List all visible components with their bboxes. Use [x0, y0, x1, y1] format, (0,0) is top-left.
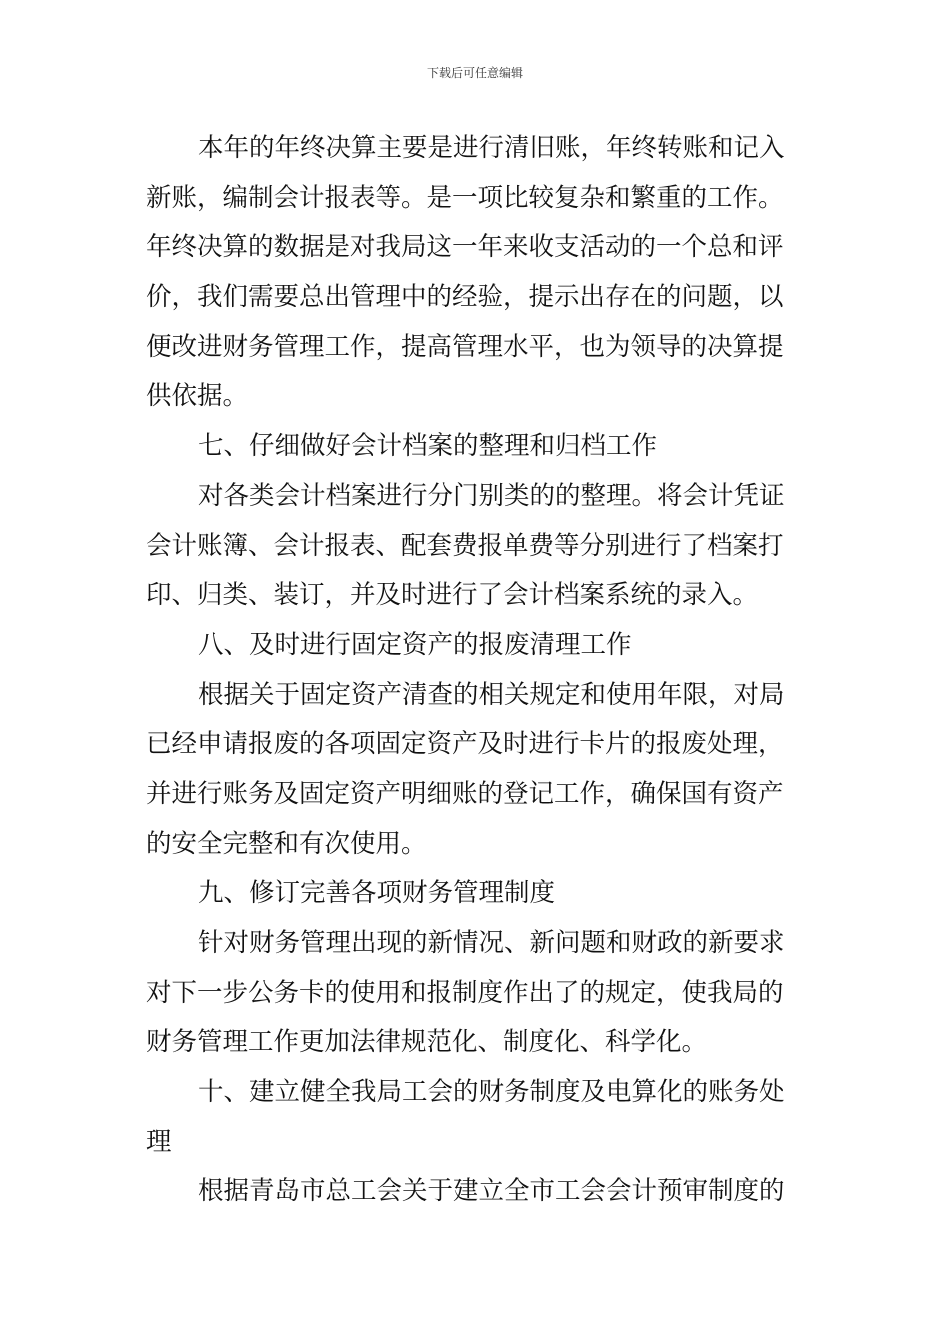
- text-line: 根据关于固定资产清查的相关规定和使用年限，对局: [198, 679, 785, 710]
- text-line: 会计账簿、会计报表、配套费报单费等分别进行了档案打: [146, 530, 784, 561]
- text-line: 财务管理工作更加法律规范化、制度化、科学化。: [146, 1027, 708, 1058]
- document-body: [146, 124, 811, 1217]
- text-line: 本年的年终决算主要是进行清旧账，年终转账和记入: [198, 133, 785, 163]
- text-line: 对各类会计档案进行分门别类的的整理。将会计凭证: [198, 480, 785, 511]
- text-line: 便改进财务管理工作，提高管理水平，也为领导的决算提: [146, 331, 784, 362]
- text-line: 新账，编制会计报表等。是一项比较复杂和繁重的工作。: [146, 182, 784, 213]
- text-line: 的安全完整和有次使用。: [146, 828, 427, 859]
- page-header-note: 下载后可任意编辑: [426, 66, 523, 80]
- text-line: 价，我们需要总出管理中的经验，提示出存在的问题，以: [146, 282, 784, 313]
- text-line: 供依据。: [146, 381, 249, 412]
- section-heading-8: 八、及时进行固定资产的报废清理工作: [198, 629, 632, 660]
- text-line: 已经申请报废的各项固定资产及时进行卡片的报废处理，: [146, 729, 784, 760]
- text-line: 对下一步公务卡的使用和报制度作出了的规定，使我局的: [146, 977, 784, 1008]
- section-heading-7: 七、仔细做好会计档案的整理和归档工作: [198, 431, 658, 462]
- section-heading-9: 九、修订完善各项财务管理制度: [198, 878, 556, 909]
- text-line: 针对财务管理出现的新情况、新问题和财政的新要求: [198, 928, 785, 958]
- text-line: 根据青岛市总工会关于建立全市工会会计预审制度的: [198, 1176, 785, 1207]
- text-line: 年终决算的数据是对我局这一年来收支活动的一个总和评: [146, 232, 784, 263]
- text-line: 理: [146, 1126, 172, 1157]
- text-line: 并进行账务及固定资产明细账的登记工作，确保国有资产: [146, 778, 784, 809]
- text-line: 印、归类、装订，并及时进行了会计档案系统的录入。: [146, 580, 759, 611]
- section-heading-10: 十、建立健全我局工会的财务制度及电算化的账务处: [198, 1077, 785, 1108]
